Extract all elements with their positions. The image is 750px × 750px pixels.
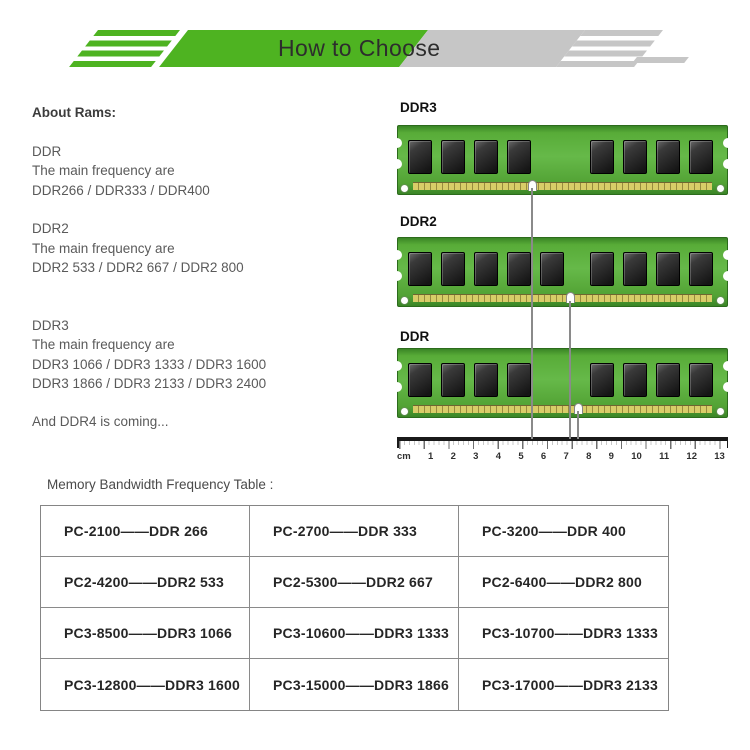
- side-notch: [723, 138, 733, 148]
- ruler-label: 13: [714, 451, 725, 462]
- mounting-hole: [401, 185, 408, 192]
- memory-chip: [656, 140, 680, 174]
- key-notch: [528, 180, 537, 191]
- ram-label-ddr3: DDR3: [400, 100, 437, 115]
- key-notch: [566, 292, 575, 303]
- frequency-table: [40, 505, 669, 711]
- ruler-label: 12: [686, 451, 697, 462]
- ruler-label: 10: [631, 451, 642, 462]
- side-notch: [392, 138, 402, 148]
- ruler-label: 11: [659, 451, 670, 462]
- about-line: The main frequency are: [32, 240, 175, 256]
- side-notch: [392, 361, 402, 371]
- about-rams-heading: About Rams:: [32, 105, 116, 120]
- key-notch: [574, 403, 583, 414]
- memory-chip: [623, 252, 647, 286]
- ram-module-ddr: [397, 348, 728, 418]
- about-line: DDR3: [32, 317, 69, 333]
- memory-chip: [507, 252, 531, 286]
- memory-chip: [507, 363, 531, 397]
- chip-group-left: [408, 140, 531, 174]
- ram-module-ddr3: [397, 125, 728, 195]
- about-line: DDR2 533 / DDR2 667 / DDR2 800: [32, 260, 244, 275]
- gold-contacts: [413, 294, 712, 302]
- frequency-cell: PC2-6400——DDR2 800: [459, 557, 668, 608]
- ruler-label: 3: [473, 451, 479, 462]
- memory-chip: [689, 363, 713, 397]
- mounting-hole: [717, 408, 724, 415]
- memory-chip: [441, 363, 465, 397]
- about-line: The main frequency are: [32, 163, 175, 178]
- banner-title: How to Choose: [278, 35, 441, 61]
- memory-chip: [623, 363, 647, 397]
- notch-pointer-line-ddr2: [569, 301, 571, 439]
- ruler-major-ticks: [399, 441, 724, 450]
- memory-chip: [441, 252, 465, 286]
- ruler-label: 9: [608, 451, 614, 462]
- ruler-label: 4: [495, 451, 502, 462]
- ram-label-ddr2: DDR2: [400, 214, 437, 229]
- frequency-cell: PC3-10600——DDR3 1333: [250, 608, 459, 659]
- ddr3-paragraph: [32, 316, 382, 394]
- memory-chip: [590, 140, 614, 174]
- memory-chip: [689, 140, 713, 174]
- mounting-hole: [717, 297, 724, 304]
- chip-group-right: [590, 140, 713, 174]
- ruler-end-tick: [397, 437, 399, 448]
- ruler-label: 1: [428, 451, 434, 462]
- memory-chip: [474, 252, 498, 286]
- banner-tail-stripe: [632, 57, 689, 63]
- ram-label-ddr: DDR: [400, 329, 430, 344]
- memory-chip: [590, 363, 614, 397]
- chip-group-left: [408, 252, 564, 286]
- side-notch: [392, 159, 402, 169]
- memory-chip: [474, 140, 498, 174]
- ruler-label: 8: [586, 451, 592, 462]
- mounting-hole: [401, 408, 408, 415]
- about-line: DDR2: [32, 221, 69, 236]
- frequency-cell: PC3-15000——DDR3 1866: [250, 659, 459, 710]
- mounting-hole: [401, 297, 408, 304]
- frequency-cell: PC3-8500——DDR3 1066: [41, 608, 250, 659]
- side-notch: [392, 271, 402, 281]
- memory-chip: [474, 363, 498, 397]
- side-notch: [392, 250, 402, 260]
- ddr4-coming-note: And DDR4 is coming...: [32, 413, 169, 429]
- memory-chip: [656, 363, 680, 397]
- notch-pointer-line-ddr3: [531, 188, 533, 439]
- memory-chip: [507, 140, 531, 174]
- side-notch: [392, 382, 402, 392]
- frequency-cell: PC3-12800——DDR3 1600: [41, 659, 250, 710]
- ruler-end-tick: [727, 437, 729, 448]
- ruler-labels: [397, 451, 725, 462]
- memory-chip: [540, 252, 564, 286]
- memory-chip: [408, 252, 432, 286]
- frequency-cell: PC-3200——DDR 400: [459, 506, 668, 557]
- notch-pointer-line-ddr: [577, 411, 579, 439]
- frequency-cell: PC-2700——DDR 333: [250, 506, 459, 557]
- mounting-hole: [717, 185, 724, 192]
- side-notch: [723, 159, 733, 169]
- memory-chip: [689, 252, 713, 286]
- memory-chip: [623, 140, 647, 174]
- frequency-table-title: Memory Bandwidth Frequency Table :: [47, 477, 274, 492]
- gold-contacts: [413, 182, 712, 190]
- ram-module-ddr2: [397, 237, 728, 307]
- frequency-cell: PC2-5300——DDR2 667: [250, 557, 459, 608]
- memory-chip: [408, 363, 432, 397]
- about-line: DDR3 1866 / DDR3 2133 / DDR3 2400: [32, 376, 267, 391]
- ddr-paragraph: [32, 142, 382, 201]
- frequency-cell: PC2-4200——DDR2 533: [41, 557, 250, 608]
- about-line: DDR: [32, 143, 62, 159]
- memory-chip: [590, 252, 614, 286]
- frequency-cell: PC-2100——DDR 266: [41, 506, 250, 557]
- about-line: The main frequency are: [32, 337, 175, 352]
- ruler-label: 2: [450, 451, 456, 462]
- memory-chip: [441, 140, 465, 174]
- ddr2-paragraph: [32, 219, 382, 278]
- gold-contacts: [413, 405, 712, 413]
- cm-ruler: [397, 437, 728, 469]
- ruler-label: cm: [397, 451, 411, 462]
- chip-group-right: [590, 363, 713, 397]
- side-notch: [723, 250, 733, 260]
- ruler-label: 7: [563, 451, 569, 462]
- about-line: DDR266 / DDR333 / DDR400: [32, 182, 210, 198]
- memory-chip: [656, 252, 680, 286]
- about-rams-section: [32, 103, 382, 450]
- frequency-cell: PC3-10700——DDR3 1333: [459, 608, 668, 659]
- about-line: DDR3 1066 / DDR3 1333 / DDR3 1600: [32, 356, 267, 372]
- frequency-cell: PC3-17000——DDR3 2133: [482, 676, 658, 693]
- ruler-label: 6: [540, 451, 547, 462]
- side-notch: [723, 382, 733, 392]
- chip-group-left: [408, 363, 531, 397]
- side-notch: [723, 361, 733, 371]
- chip-group-right: [590, 252, 713, 286]
- ruler-label: 5: [518, 451, 524, 462]
- memory-chip: [408, 140, 432, 174]
- side-notch: [723, 271, 733, 281]
